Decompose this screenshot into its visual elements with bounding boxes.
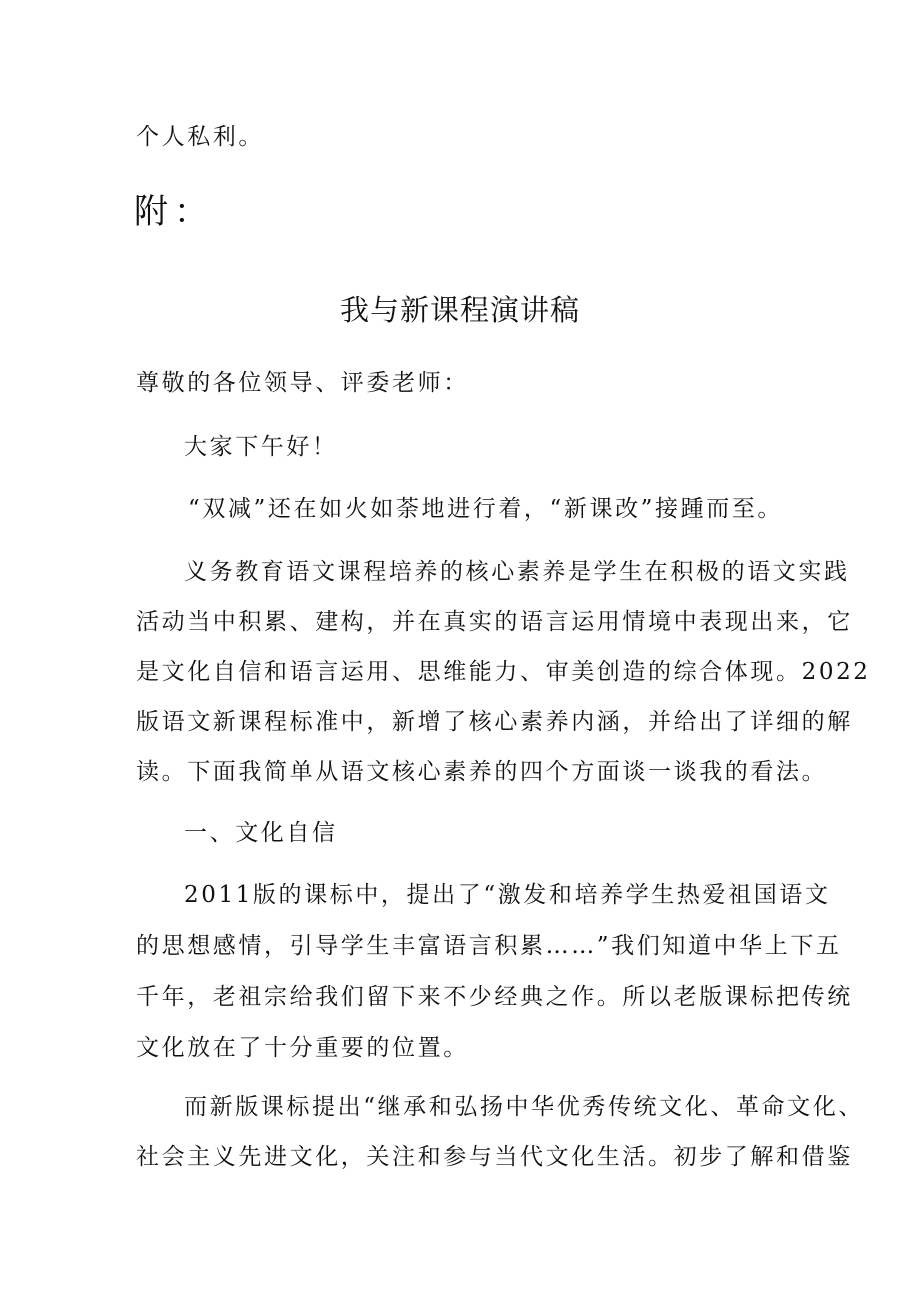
- carryover-text: 个人私利。: [136, 124, 264, 150]
- greeting: 大家下午好！: [184, 434, 338, 460]
- paragraph-line: 千年，老祖宗给我们留下来不少经典之作。所以老版课标把传统: [136, 984, 853, 1010]
- paragraph-line: 义务教育语文课程培养的核心素养是学生在积极的语文实践: [184, 559, 850, 585]
- section-heading-cultural-confidence: 一、文化自信: [184, 820, 338, 846]
- paragraph-line: 社会主义先进文化，关注和参与当代文化生活。初步了解和借鉴: [136, 1144, 853, 1170]
- paragraph-line: 读。下面我简单从语文核心素养的四个方面谈一谈我的看法。: [136, 759, 828, 785]
- paragraph-line: 文化放在了十分重要的位置。: [136, 1035, 469, 1061]
- paragraph-line: 活动当中积累、建构，并在真实的语言运用情境中表现出来，它: [136, 609, 853, 635]
- paragraph-line: 2011版的课标中，提出了“激发和培养学生热爱祖国语文: [184, 882, 831, 908]
- paragraph-line: 是文化自信和语言运用、思维能力、审美创造的综合体现。2022: [136, 659, 871, 685]
- paragraph-line: 的思想感情，引导学生丰富语言积累……”我们知道中华上下五: [136, 933, 842, 959]
- document-title: 我与新课程演讲稿: [339, 293, 580, 327]
- intro-paragraph: “双减”还在如火如荼地进行着，“新课改”接踵而至。: [188, 496, 784, 522]
- salutation: 尊敬的各位领导、评委老师：: [136, 370, 469, 396]
- paragraph-line: 而新版课标提出“继承和弘扬中华优秀传统文化、革命文化、: [184, 1094, 864, 1120]
- paragraph-line: 版语文新课程标准中，新增了核心素养内涵，并给出了详细的解: [136, 709, 853, 735]
- attachment-heading: 附：: [134, 192, 214, 232]
